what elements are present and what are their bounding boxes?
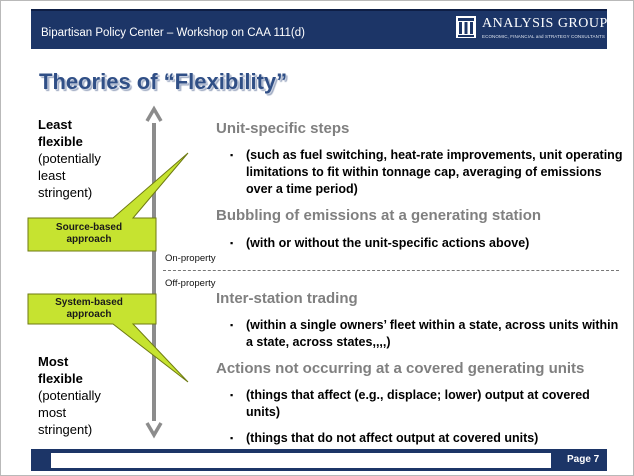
- bullet-not-affect-output: [230, 430, 625, 447]
- least-word: Least: [38, 117, 72, 132]
- bullet-affect-output: [230, 387, 625, 421]
- property-divider: [163, 270, 619, 271]
- page-number: Page 7: [567, 454, 600, 465]
- source-based-line2: approach: [66, 234, 112, 245]
- bullet-unit-specific: [230, 147, 625, 198]
- bullet-text: (with or without the unit-specific actions above): [246, 236, 530, 250]
- slide-title: Theories of “Flexibility”: [39, 69, 288, 94]
- bullet-text: (things that do not affect output at covered units): [246, 431, 539, 445]
- flexible-word: flexible: [38, 134, 83, 149]
- least-note-line3: stringent): [38, 185, 93, 200]
- logo-tagline: ECONOMIC, FINANCIAL and STRATEGY CONSULTANTS: [482, 34, 605, 39]
- source-based-callout: [34, 222, 144, 246]
- header-title: Bipartisan Policy Center – Workshop on CAA 111(d): [41, 27, 305, 39]
- section-heading-actions-not-covered: Actions not occurring at a covered generating units: [216, 360, 585, 377]
- section-heading-inter-station: Inter-station trading: [216, 290, 358, 307]
- most-word: Most: [38, 354, 69, 369]
- bullet-text: (within a single owners’ fleet within a state, across units within a state, across states,,,,): [246, 318, 619, 349]
- most-flexible-label: [38, 353, 101, 438]
- most-note-line2: most: [38, 405, 67, 420]
- system-based-callout: [34, 297, 144, 321]
- off-property-label: Off-property: [165, 278, 216, 289]
- logo-name: ANALYSIS GROUP: [482, 16, 608, 31]
- source-based-line1: Source-based: [55, 222, 123, 233]
- bullet-mark: ▪: [230, 238, 234, 248]
- bullet-mark: ▪: [230, 433, 234, 443]
- bullet-text: (things that affect (e.g., displace; lower) output at covered units): [246, 388, 590, 419]
- most-note-line3: stringent): [38, 422, 93, 437]
- bullet-mark: ▪: [230, 150, 234, 160]
- most-flexible-word: flexible: [38, 371, 83, 386]
- section-heading-bubbling: Bubbling of emissions at a generating station: [216, 207, 542, 224]
- bullet-mark: ▪: [230, 320, 234, 330]
- least-note-line1: (potentially: [38, 151, 101, 166]
- bullet-bubbling: [230, 235, 625, 252]
- least-flexible-label: [38, 116, 101, 201]
- bullet-mark: ▪: [230, 390, 234, 400]
- most-note-line1: (potentially: [38, 388, 101, 403]
- arrow-up-head: [147, 109, 161, 121]
- system-based-line2: approach: [66, 309, 112, 320]
- least-note-line2: least: [38, 168, 66, 183]
- bullet-inter-station: [230, 317, 625, 351]
- arrow-down-head: [147, 423, 161, 435]
- on-property-label: On-property: [165, 253, 216, 264]
- system-based-line1: System-based: [55, 297, 123, 308]
- footer-panel: [51, 453, 551, 468]
- bullet-text: (such as fuel switching, heat-rate improvements, unit operating limitations to fit within tonnage cap, averaging of emissions over a time period): [246, 148, 623, 196]
- section-heading-unit-specific: Unit-specific steps: [216, 120, 350, 137]
